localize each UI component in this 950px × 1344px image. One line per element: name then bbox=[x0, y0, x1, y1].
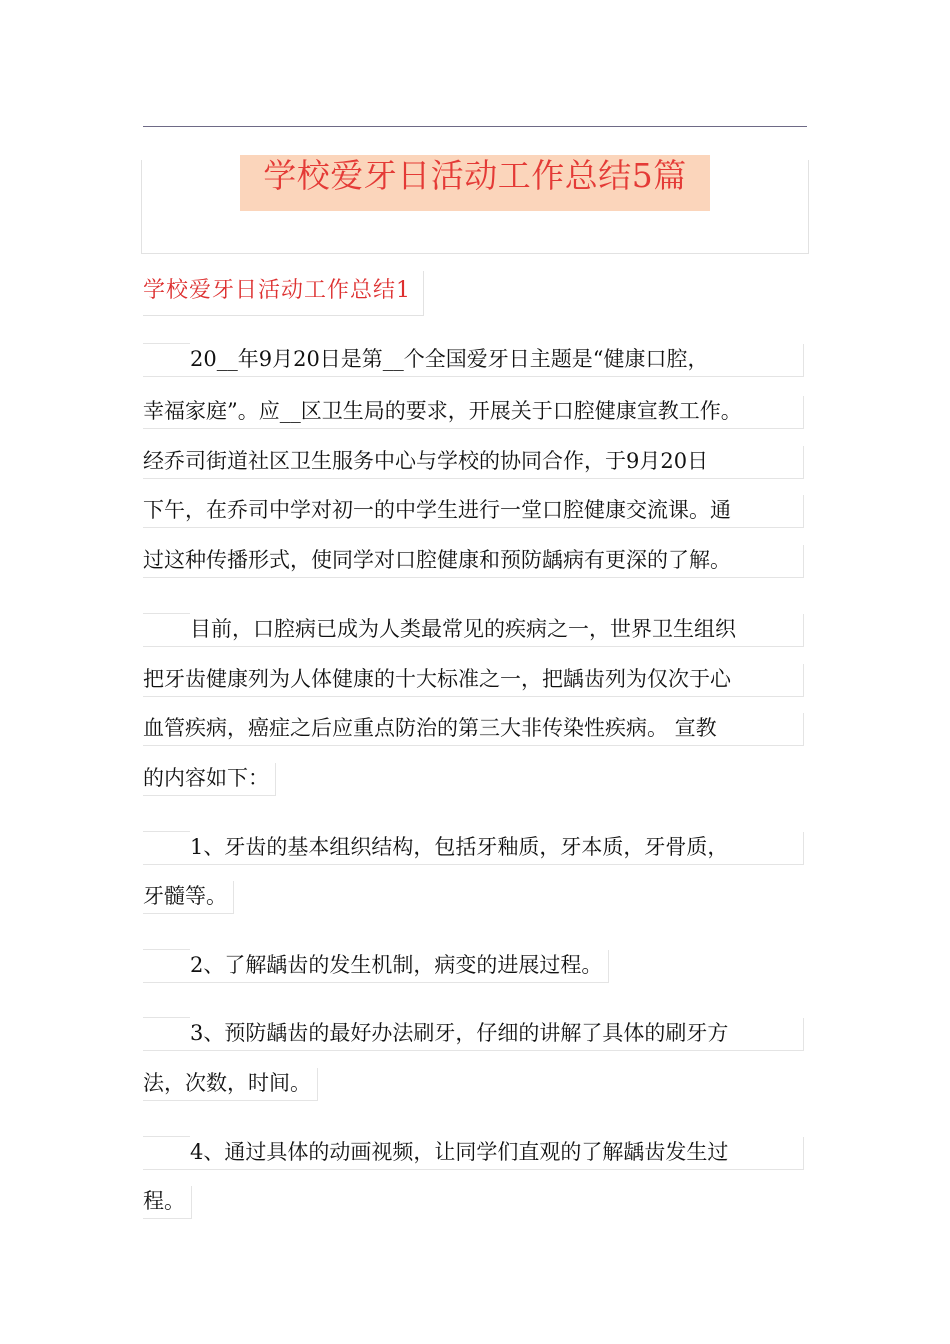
paragraph-2-line-1: 目前，口腔病已成为人类最常见的疾病之一，世界卫生组织 bbox=[143, 614, 804, 647]
paragraph-1-line-1: 20__年9月20日是第__个全国爱牙日主题是“健康口腔， bbox=[143, 344, 804, 377]
section-heading: 学校爱牙日活动工作总结1 bbox=[143, 271, 424, 316]
top-divider bbox=[143, 126, 807, 127]
paragraph-2-line-2: 把牙齿健康列为人体健康的十大标准之一，把龋齿列为仅次于心 bbox=[143, 664, 804, 697]
list-item-4-line-1: 4、通过具体的动画视频，让同学们直观的了解龋齿发生过 bbox=[143, 1137, 804, 1170]
paragraph-1-line-3: 经乔司街道社区卫生服务中心与学校的协同合作，于9月20日 bbox=[143, 446, 804, 479]
list-item-4-line-2: 程。 bbox=[143, 1186, 192, 1219]
paragraph-1-line-2: 幸福家庭”。应__区卫生局的要求，开展关于口腔健康宣教工作。 bbox=[143, 396, 804, 429]
list-item-1-line-1: 1、牙齿的基本组织结构，包括牙釉质，牙本质，牙骨质， bbox=[143, 832, 804, 865]
list-item-3-line-1: 3、预防龋齿的最好办法刷牙，仔细的讲解了具体的刷牙方 bbox=[143, 1018, 804, 1051]
document-title: 学校爱牙日活动工作总结5篇 bbox=[263, 156, 687, 195]
list-item-2-line-1: 2、了解龋齿的发生机制，病变的进展过程。 bbox=[143, 950, 609, 983]
paragraph-2-line-4: 的内容如下： bbox=[143, 763, 276, 796]
list-item-3-line-2: 法，次数，时间。 bbox=[143, 1068, 318, 1101]
paragraph-2-line-3: 血管疾病，癌症之后应重点防治的第三大非传染性疾病。 宣教 bbox=[143, 713, 804, 746]
list-item-1-line-2: 牙髓等。 bbox=[143, 881, 234, 914]
paragraph-1-line-5: 过这种传播形式，使同学对口腔健康和预防龋病有更深的了解。 bbox=[143, 545, 804, 578]
paragraph-1-line-4: 下午，在乔司中学对初一的中学生进行一堂口腔健康交流课。通 bbox=[143, 495, 804, 528]
